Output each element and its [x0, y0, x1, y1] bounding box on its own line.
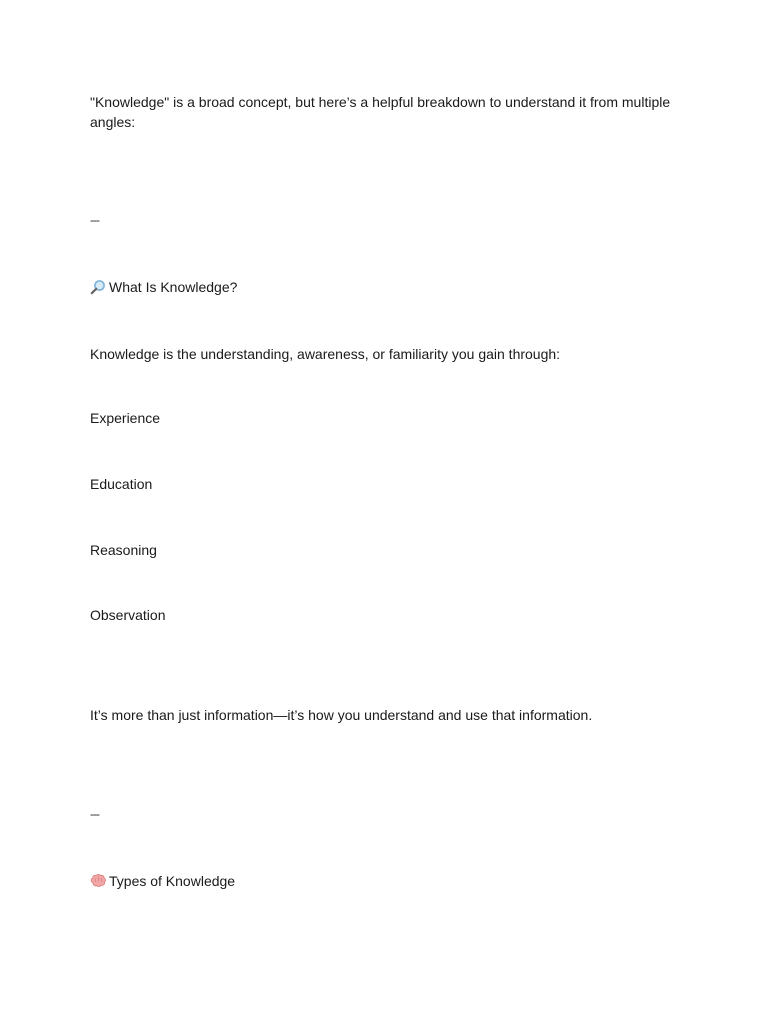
section-heading-label: Types of Knowledge — [109, 873, 236, 889]
separator: --- — [90, 213, 99, 227]
section-heading-types-of-knowledge — [90, 871, 690, 891]
closing-paragraph: It’s more than just information—it’s how you understand and use that information. — [90, 707, 593, 723]
brain-icon — [90, 873, 106, 889]
intro-paragraph: "Knowledge" is a broad concept, but here’s a helpful breakdown to understand it from multiple angles: — [90, 94, 671, 130]
list-item: Reasoning — [90, 542, 157, 558]
list-item: Observation — [90, 607, 166, 623]
separator: --- — [90, 807, 99, 821]
section-heading-label: What Is Knowledge? — [109, 279, 238, 295]
magnifying-glass-icon — [90, 279, 106, 295]
list-item: Education — [90, 476, 153, 492]
list-item: Experience — [90, 410, 161, 426]
definition-paragraph: Knowledge is the understanding, awareness, or familiarity you gain through: — [90, 346, 561, 362]
section-heading-what-is-knowledge — [90, 277, 690, 297]
